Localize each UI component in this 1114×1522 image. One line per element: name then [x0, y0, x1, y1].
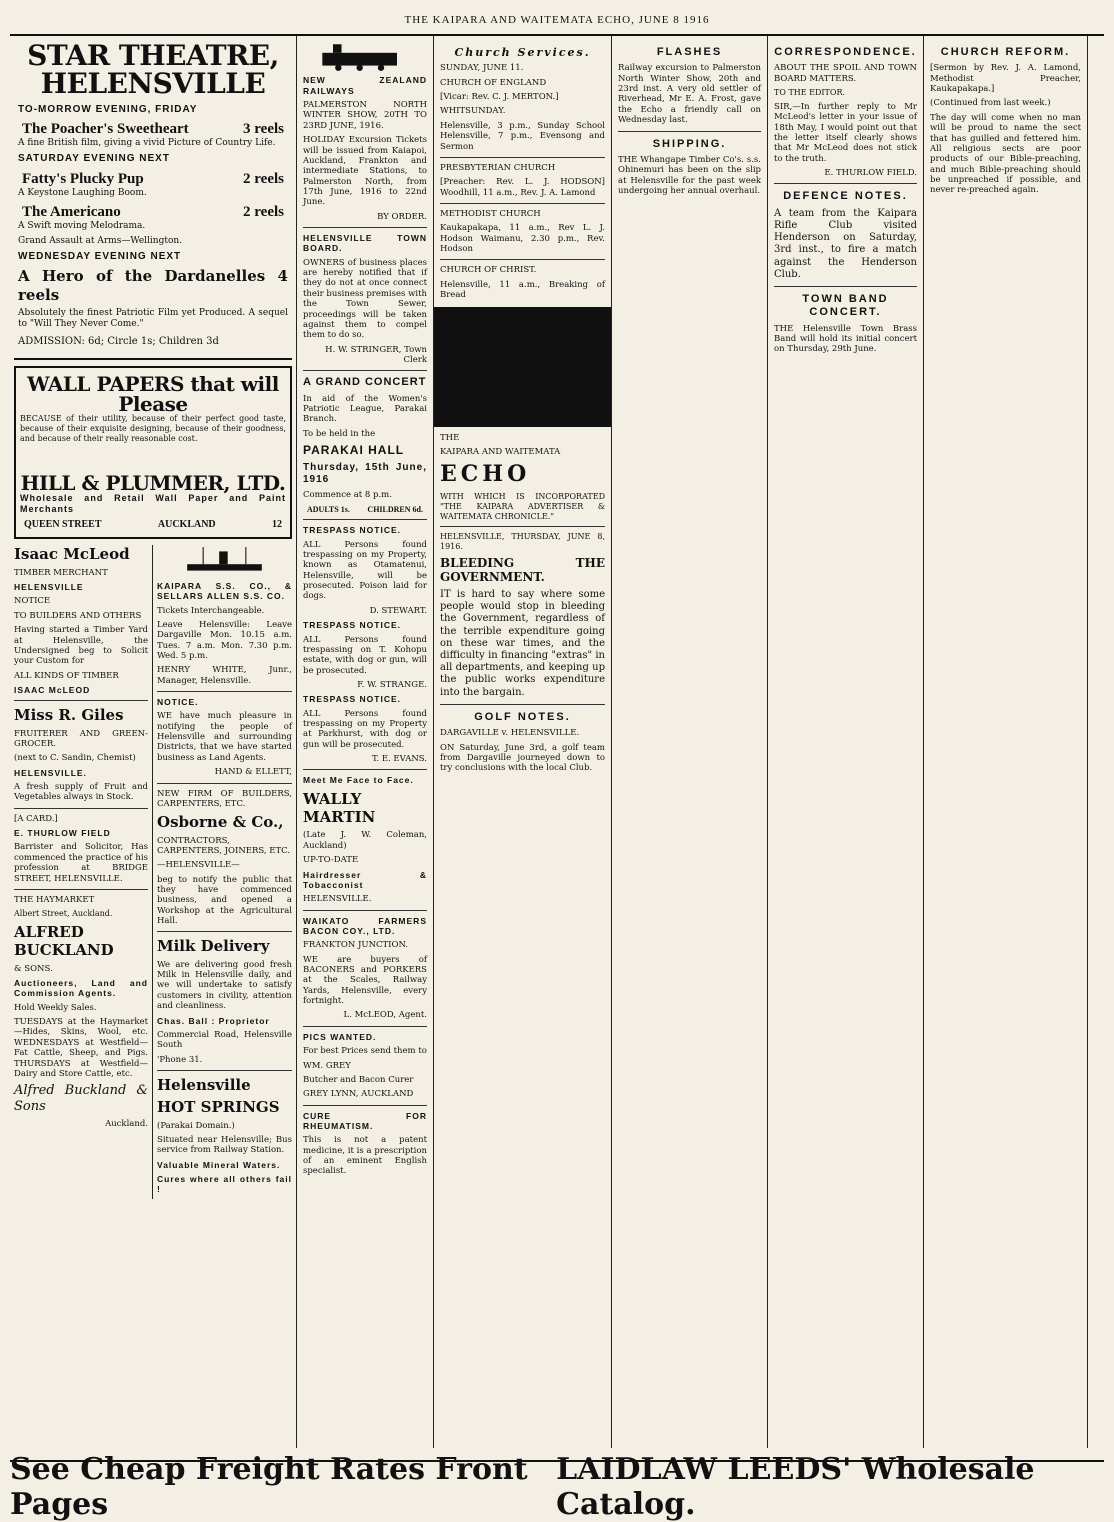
echo-date: HELENSVILLE, THURSDAY, JUNE 8, 1916. — [440, 532, 605, 552]
divider — [14, 808, 148, 809]
wallpaper-title: WALL PAPERS that will Please — [27, 372, 279, 417]
pigs-title: PICS WANTED. — [303, 1031, 377, 1042]
golf-sub: DARGAVILLE v. HELENSVILLE. — [440, 728, 580, 739]
divider — [303, 227, 427, 228]
trespass-body-3: ALL Persons found trespassing on my Property at Parkhurst, with dog or gun will be prosecuted. — [303, 708, 427, 750]
star-wednesday: WEDNESDAY EVENING NEXT — [18, 251, 182, 263]
footer-left: See Cheap Freight Rates Front Pages — [10, 1452, 528, 1522]
star-film-3-extra: Grand Assault at Arms—Wellington. — [18, 236, 183, 247]
board-sign: H. W. STRINGER, Town Clerk — [325, 344, 427, 365]
railways-title: NEW ZEALAND RAILWAYS — [303, 75, 427, 96]
wallpaper-num: 12 — [272, 519, 282, 531]
star-admission: ADMISSION: 6d; Circle 1s; Children 3d — [18, 335, 219, 347]
church-england: CHURCH OF ENGLAND — [440, 77, 547, 88]
corresp-sub: ABOUT THE SPOIL AND TOWN BOARD MATTERS. — [774, 63, 917, 84]
divider — [774, 183, 917, 184]
church-sunday: WHITSUNDAY. — [440, 106, 506, 117]
railways-sign: BY ORDER. — [377, 211, 427, 222]
film-title: Fatty's Plucky Pup — [22, 170, 144, 187]
divider — [303, 1026, 427, 1027]
pigs-body: For best Prices send them to — [303, 1046, 427, 1057]
divider — [14, 889, 148, 890]
divider — [303, 910, 427, 911]
reform-body: The day will come when no man will be proud to name the sect that has guilled and fettered him. All religious sects are poor products of our Bible-preaching, and much Bible-preaching should be unpreached if possible, and never re-preached again. — [930, 112, 1081, 196]
trespass-title-1: TRESPASS NOTICE. — [303, 525, 402, 536]
concert-aid: In aid of the Women's Patriotic League, Parakai Branch. — [303, 393, 427, 425]
masthead: THE KAIPARA AND WAITEMATA ECHO, JUNE 8 1916 — [404, 14, 710, 26]
buckland-place: THE HAYMARKET — [14, 894, 95, 905]
reform-sermon: [Sermon by Rev. J. A. Lamond, Methodist Preacher, Kaukapakapa.] — [930, 63, 1081, 95]
hand-ellett-sign: HAND & ELLETT, — [214, 767, 292, 778]
kaipara-ss-tickets: Tickets Interchangeable. — [157, 605, 265, 616]
martin-name: WALLY MARTIN — [303, 789, 376, 827]
divider — [440, 704, 605, 705]
hand-ellett-notice: NOTICE. — [157, 697, 199, 708]
giles-name: Miss R. Giles — [14, 706, 124, 725]
star-film-3 — [18, 203, 288, 221]
col1-lower-right — [153, 545, 292, 1198]
corresp-sign: E. THURLOW FIELD. — [824, 168, 917, 179]
concert-held: To be held in the — [303, 428, 376, 439]
film-reels: 2 reels — [243, 203, 284, 220]
wallpaper-tag: Wholesale and Retail Wall Paper and Paint Merchants — [20, 493, 286, 515]
mcleod-body: Having started a Timber Yard at Helensville, the Undersigned beg to Solicit your Custom for — [14, 625, 148, 667]
wallpaper-ad — [14, 366, 292, 539]
divider — [14, 700, 148, 701]
column-4 — [612, 36, 768, 1448]
waikato-place: FRANKTON JUNCTION. — [303, 940, 409, 951]
wallpaper-street: QUEEN STREET — [24, 519, 102, 531]
martin-meet: Meet Me Face to Face. — [303, 775, 414, 786]
trespass-sign-2: F. W. STRANGE. — [357, 679, 427, 690]
trespass-title-2: TRESPASS NOTICE. — [303, 620, 402, 631]
buckland-sales: Hold Weekly Sales. — [14, 1002, 97, 1013]
osborne-trade: CONTRACTORS, CARPENTERS, JOINERS, ETC. — [157, 835, 291, 856]
band-body: THE Helensville Town Brass Band will hold its initial concert on Thursday, 29th June. — [774, 323, 917, 355]
church-presby: PRESBYTERIAN CHURCH — [440, 162, 556, 173]
columns — [10, 34, 1104, 1448]
springs-body: Situated near Helensville; Bus service from Railway Station. — [157, 1134, 292, 1156]
footer-banner — [10, 1452, 1104, 1522]
divider — [157, 783, 292, 784]
col1-lower-left — [14, 545, 153, 1198]
corresp-title: CORRESPONDENCE. — [774, 46, 917, 58]
wallpaper-address — [20, 519, 286, 531]
giles-town: HELENSVILLE. — [14, 767, 87, 778]
buckland-name: ALFRED BUCKLAND — [14, 923, 114, 960]
col1-lower — [14, 545, 292, 1198]
echo-incorp: WITH WHICH IS INCORPORATED "THE KAIPARA ADVERTISER & WAITEMATA CHRONICLE." — [440, 492, 605, 521]
ball-addr: Commercial Road, Helensville South — [157, 1029, 292, 1051]
star-film-2 — [18, 170, 288, 188]
church-body-1: Helensville, 3 p.m., Sunday School Helensville, 7 p.m., Evensong and Sermon — [440, 120, 605, 152]
milk-title: Milk Delivery — [157, 937, 270, 956]
martin-trade: Hairdresser & Tobacconist — [303, 869, 427, 890]
martin-late: (Late J. W. Coleman, Auckland) — [303, 830, 427, 851]
waikato-sign: L. McLEOD, Agent. — [343, 1010, 427, 1021]
corresp-to: TO THE EDITOR. — [774, 88, 846, 98]
springs-sub: (Parakai Domain.) — [157, 1120, 235, 1131]
board-title: HELENSVILLE TOWN BOARD. — [303, 233, 427, 254]
cure-title: CURE FOR RHEUMATISM. — [303, 1110, 427, 1131]
board-body: OWNERS of business places are hereby notified that if they do not at once connect their business premises with the Town Sewer, proceedings will be taken against them to compel them to do so. — [303, 257, 427, 341]
buckland-signature: Alfred Buckland & Sons — [14, 1083, 148, 1115]
martin-uptodate: UP-TO-DATE — [303, 855, 359, 866]
buckland-city: Auckland. — [105, 1118, 148, 1129]
defence-title: DEFENCE NOTES. — [783, 190, 908, 203]
concert-start: Commence at 8 p.m. — [303, 490, 392, 501]
divider — [303, 519, 427, 520]
railways-event: PALMERSTON NORTH WINTER SHOW, 20TH TO 23RD JUNE, 1916. — [303, 100, 427, 131]
concert-title: A GRAND CONCERT — [303, 376, 427, 389]
locomotive-icon — [303, 40, 427, 72]
concert-prices — [303, 505, 427, 515]
column-3 — [434, 36, 612, 1448]
film-reels: 3 reels — [243, 121, 284, 138]
wallpaper-body: BECAUSE of their utility, because of their perfect good taste, because of their exquisite designing, because of their goodness, and because of their really reasonable cost. — [20, 414, 286, 443]
church-title: Church Services. — [454, 46, 591, 59]
concert-adults: ADULTS 1s. — [307, 504, 350, 514]
springs-town: Helensville — [157, 1075, 251, 1094]
echo-name-3: ECHO — [440, 461, 531, 488]
martin-town: HELENSVILLE. — [303, 894, 372, 905]
flashes-title: FLASHES — [656, 46, 723, 58]
trespass-sign-1: D. STEWART. — [369, 605, 427, 616]
concert-hall: PARAKAI HALL — [303, 443, 405, 458]
milk-body: We are delivering good fresh Milk in Helensville daily, and we will undertake to satisfy customers in civility, attention and cleanliness. — [157, 959, 292, 1012]
church-date: SUNDAY, JUNE 11. — [440, 63, 524, 74]
springs-waters: Valuable Mineral Waters. — [157, 1159, 281, 1170]
column-2 — [297, 36, 434, 1448]
field-name: E. THURLOW FIELD — [14, 828, 111, 839]
echo-leader-body: IT is hard to say where some people would stop in bleeding the Government, regardless of the terrible expenditure going on these war times, and the difficulty in financing "extras" in all departments, and keeping up the public works expenditure into the bargain. — [440, 589, 605, 698]
buckland-addr: Albert Street, Auckland. — [14, 909, 113, 919]
ball-phone: 'Phone 31. — [157, 1054, 203, 1065]
mcleod-name: Isaac McLeod — [14, 545, 130, 564]
redacted-block — [434, 307, 611, 427]
pigs-trade: Butcher and Bacon Curer — [303, 1074, 414, 1085]
divider — [303, 370, 427, 371]
star-theatre-title: STAR THEATRE, HELENSVILLE — [27, 39, 279, 100]
divider — [157, 691, 292, 692]
divider — [440, 157, 605, 158]
giles-trade: FRUITERER AND GREEN-GROCER. — [14, 728, 148, 749]
column-1 — [10, 36, 297, 1448]
field-card: [A CARD.] — [14, 813, 58, 824]
divider — [157, 931, 292, 932]
star-film-4: A Hero of the Dardanelles 4 reels — [18, 267, 288, 304]
wallpaper-city: AUCKLAND — [157, 519, 216, 531]
flashes-body: Railway excursion to Palmerston North Winter Show, 20th and 23rd inst. A very old settler of Riverhead, Mr E. A. Frost, gave the Echo a friendly call on Wednesday last. — [618, 63, 761, 126]
trespass-sign-3: T. E. EVANS. — [372, 754, 427, 765]
osborne-name: Osborne & Co., — [157, 813, 284, 832]
golf-body: ON Saturday, June 3rd, a golf team from Dargaville journeyed down to try conclusions with the local Club. — [440, 742, 605, 774]
footer-right: LAIDLAW LEEDS' Wholesale Catalog. — [556, 1452, 1035, 1522]
buckland-sub: & SONS. — [14, 963, 53, 974]
divider — [303, 1105, 427, 1106]
trespass-title-3: TRESPASS NOTICE. — [303, 694, 402, 705]
golf-title: GOLF NOTES. — [474, 710, 571, 723]
film-reels: 2 reels — [243, 170, 284, 187]
buckland-trade: Auctioneers, Land and Commission Agents. — [14, 977, 148, 999]
star-film-3-desc: A Swift moving Melodrama. — [18, 221, 146, 232]
shipping-title: SHIPPING. — [652, 137, 727, 150]
shipping-body: THE Whangape Timber Co's. s.s. Ohinemuri has been on the slip at Helensville for the past week undergoing her annual overhaul. — [618, 154, 761, 197]
field-body: Barrister and Solicitor, Has commenced the practice of his profession at BRIDGE STREET, HELENSVILLE. — [14, 842, 148, 884]
star-film-4-desc: Absolutely the finest Patriotic Film yet Produced. A sequel to "Will They Never Come." — [18, 307, 288, 329]
cure-body: This is not a patent medicine, it is a prescription of an eminent English specialist. — [303, 1135, 427, 1177]
mcleod-trade: TIMBER MERCHANT — [14, 567, 108, 578]
divider — [157, 1070, 292, 1071]
kaipara-ss-sign: HENRY WHITE, Junr., Manager, Helensville. — [157, 665, 292, 686]
church-body-4: Helensville, 11 a.m., Breaking of Bread — [440, 279, 605, 301]
echo-name-2: KAIPARA AND WAITEMATA — [440, 446, 561, 457]
waikato-title: WAIKATO FARMERS BACON COY., LTD. — [303, 915, 427, 936]
giles-body: A fresh supply of Fruit and Vegetables always in Stock. — [14, 782, 148, 803]
divider — [440, 203, 605, 204]
church-christ: CHURCH OF CHRIST. — [440, 265, 537, 276]
osborne-town: —HELENSVILLE— — [157, 860, 240, 871]
church-vicar: [Vicar: Rev. C. J. MERTON.] — [440, 92, 559, 103]
concert-children: CHILDREN 6d. — [367, 504, 423, 514]
film-title: The Americano — [22, 203, 121, 220]
echo-name-1: THE — [440, 432, 460, 443]
mcleod-kinds: ALL KINDS OF TIMBER — [14, 670, 119, 681]
echo-leader-title: BLEEDING THE GOVERNMENT. — [440, 555, 605, 585]
divider — [774, 286, 917, 287]
film-title: The Poacher's Sweetheart — [22, 121, 189, 138]
mcleod-sign: ISAAC McLEOD — [14, 684, 91, 695]
star-saturday: SATURDAY EVENING NEXT — [18, 153, 170, 165]
column-7 — [1088, 36, 1114, 1448]
column-6 — [924, 36, 1088, 1448]
church-methodist: METHODIST CHURCH — [440, 209, 541, 219]
giles-addr: (next to C. Sandin, Chemist) — [14, 753, 136, 764]
concert-date: Thursday, 15th June, 1916 — [303, 461, 427, 485]
divider — [303, 769, 427, 770]
buckland-body: TUESDAYS at the Haymarket—Hides, Skins, Wool, etc. WEDNESDAYS at Westfield—Fat Cattle, Sheep, and Pigs. THURSDAYS at Westfield—Dairy and Store Cattle, etc. — [14, 1017, 148, 1079]
band-title: TOWN BAND CONCERT. — [802, 292, 889, 319]
column-5 — [768, 36, 924, 1448]
ball-name: Chas. Ball : Proprietor — [157, 1015, 270, 1026]
mcleod-notice: NOTICE — [14, 596, 51, 607]
pigs-name: WM. GREY — [303, 1060, 351, 1071]
star-film-1-desc: A fine British film, giving a vivid Picture of Country Life. — [18, 138, 276, 149]
church-body-2: [Preacher: Rev. L. J. HODSON] Woodhill, 11 a.m., Rev. J. A. Lamond — [440, 177, 605, 198]
reform-title: CHURCH REFORM. — [940, 46, 1071, 58]
star-film-1 — [18, 120, 288, 138]
steamship-icon — [157, 545, 292, 577]
mcleod-town: HELENSVILLE — [14, 582, 84, 593]
railways-body: HOLIDAY Excursion Tickets will be issued from Kaiapoi, Auckland, Frankton and intermediate Stations, to Palmerston North, from 17th June, 1916 to 22nd June. — [303, 135, 427, 208]
waikato-body: WE are buyers of BACONERS and PORKERS at the Scales, Railway Yards, Helensville, every fortnight. — [303, 954, 427, 1007]
kaipara-ss-body: Leave Helensville: Leave Dargaville Mon. 10.15 a.m. Tues. 7 a.m. Mon. 7.30 p.m. Wed. 5 p.m. — [157, 619, 292, 661]
springs-title: HOT SPRINGS — [157, 1098, 280, 1117]
osborne-firm-head: NEW FIRM OF BUILDERS, CARPENTERS, ETC. — [157, 788, 292, 809]
osborne-body: beg to notify the public that they have commenced business, and opened a Workshop at the Agricultural Hall. — [157, 874, 292, 927]
wallpaper-firm: HILL & PLUMMER, LTD. — [20, 471, 286, 496]
trespass-body-1: ALL Persons found trespassing on my Property, known as Otamatenui, Helensville, will be prosecuted. Poison laid for dogs. — [303, 539, 427, 602]
pigs-place: GREY LYNN, AUCKLAND — [303, 1089, 414, 1100]
star-tomorrow: TO-MORROW EVENING, FRIDAY — [18, 104, 198, 115]
divider — [440, 526, 605, 527]
divider — [618, 131, 761, 132]
reform-cont: (Continued from last week.) — [930, 98, 1051, 109]
hand-ellett-body: WE have much pleasure in notifying the people of Helensville and surrounding Districts, that we have started business as Land Agents. — [157, 711, 292, 763]
star-film-2-desc: A Keystone Laughing Boom. — [18, 187, 147, 198]
kaipara-ss-title: KAIPARA S.S. CO., & SELLARS ALLEN S.S. CO. — [157, 580, 292, 602]
defence-body: A team from the Kaipara Rifle Club visited Henderson on Saturday, 3rd inst., to fire a match against the Henderson Club. — [774, 207, 917, 280]
divider — [440, 259, 605, 260]
trespass-body-2: ALL Persons found trespassing on T. Kohopu estate, with dog or gun, will be prosecuted. — [303, 634, 427, 676]
springs-cures: Cures where all others fail ! — [157, 1173, 292, 1195]
mcleod-to: TO BUILDERS AND OTHERS — [14, 610, 142, 621]
church-body-3: Kaukapakapa, 11 a.m., Rev L. J. Hodson Waimanu, 2.30 p.m., Rev. Hodson — [440, 223, 605, 255]
star-theatre-ad — [14, 36, 292, 360]
corresp-body: SIR,—In further reply to Mr McLeod's letter in your issue of 18th May, I would point out that the letter itself clearly shows that Mr McLeod does not stick to the truth. — [774, 101, 917, 164]
